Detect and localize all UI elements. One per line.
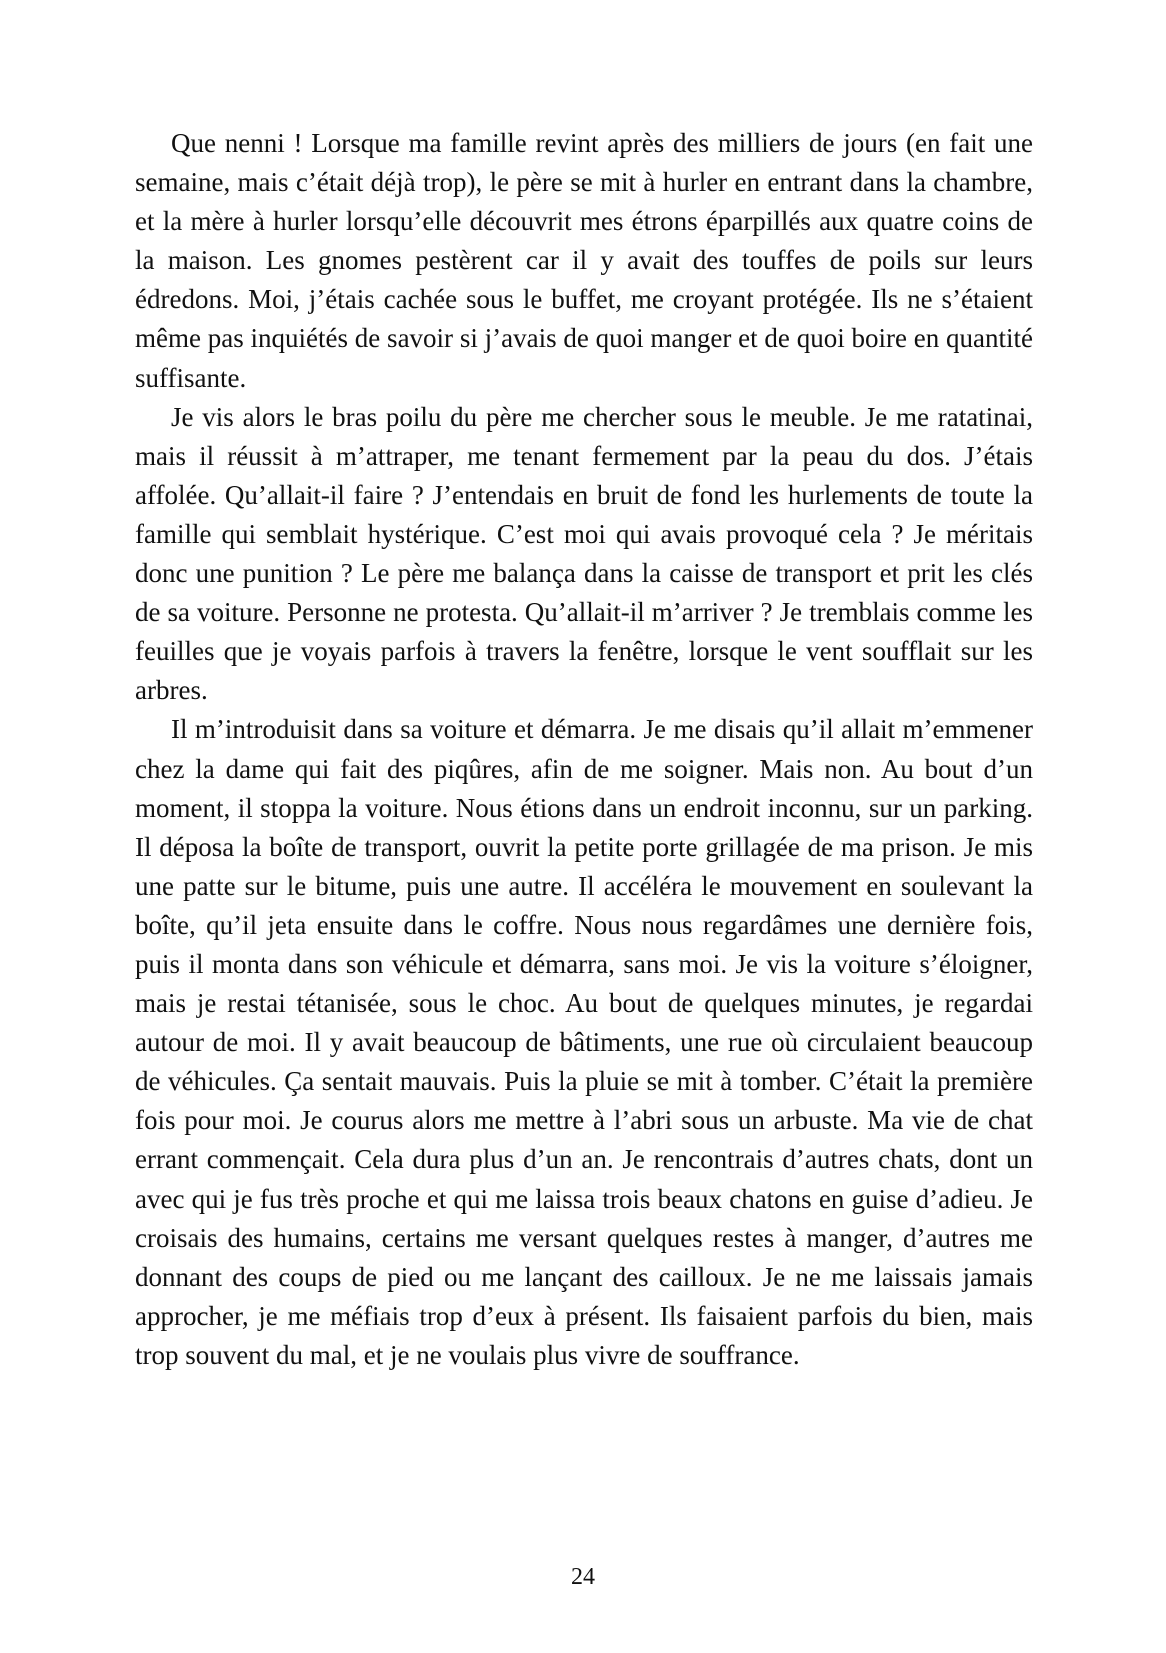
page-number: 24 [571, 1564, 595, 1590]
paragraph-2: Je vis alors le bras poilu du père me chercher sous le meuble. Je me ratatinai, mais il réussit à m’attraper, me tenant fermement par la peau du dos. J’étais affolée. Qu’allait-il faire ? J’entendais en bruit de fond les hurlements de toute la famille qui semblait hystérique. C’est moi qui avais provoqué cela ? Je méritais donc une punition ? Le père me balança dans la caisse de transport et prit les clés de sa voiture. Personne ne protesta. Qu’allait-il m’arriver ? Je tremblais comme les feuilles que je voyais parfois à travers la fenêtre, lorsque le vent soufflait sur les arbres. [135, 401, 1033, 706]
paragraph-3: Il m’introduisit dans sa voiture et démarra. Je me disais qu’il allait m’emmener chez la dame qui fait des piqûres, afin de me soigner. Mais non. Au bout d’un moment, il stoppa la voiture. Nous étions dans un endroit inconnu, sur un parking. Il déposa la boîte de transport, ouvrit la petite porte grillagée de ma prison. Je mis une patte sur le bitume, puis une autre. Il accéléra le mouvement en soulevant la boîte, qu’il jeta ensuite dans le coffre. Nous nous regardâmes une dernière fois, puis il monta dans son véhicule et démarra, sans moi. Je vis la voiture s’éloigner, mais je restai tétanisée, sous le choc. Au bout de quelques minutes, je regardai autour de moi. Il y avait beaucoup de bâtiments, une rue où circulaient beaucoup de véhicules. Ça sentait mauvais. Puis la pluie se mit à tomber. C’était la première fois pour moi. Je courus alors me mettre à l’abri sous un arbuste. Ma vie de chat errant commençait. Cela dura plus d’un an. Je rencontrais d’autres chats, dont un avec qui je fus très proche et qui me laissa trois beaux chatons en guise d’adieu. Je croisais des humains, certains me versant quelques restes à manger, d’autres me donnant des coups de pied ou me lançant des cailloux. Je ne me laissais jamais approcher, je me méfiais trop d’eux à présent. Ils faisaient parfois du bien, mais trop souvent du mal, et je ne voulais plus vivre de souffrance. [135, 714, 1033, 1370]
paragraph-1: Que nenni ! Lorsque ma famille revint après des milliers de jours (en fait une semaine, mais c’était déjà trop), le père se mit à hurler en entrant dans la chambre, et la mère à hurler lorsqu’elle découvrit mes étrons éparpillés aux quatre coins de la maison. Les gnomes pestèrent car il y avait des touffes de poils sur leurs édredons. Moi, j’étais cachée sous le buffet, me croyant protégée. Ils ne s’étaient même pas inquiétés de savoir si j’avais de quoi manger et de quoi boire en quantité suffisante. [135, 128, 1033, 393]
body-text [135, 124, 1033, 1375]
